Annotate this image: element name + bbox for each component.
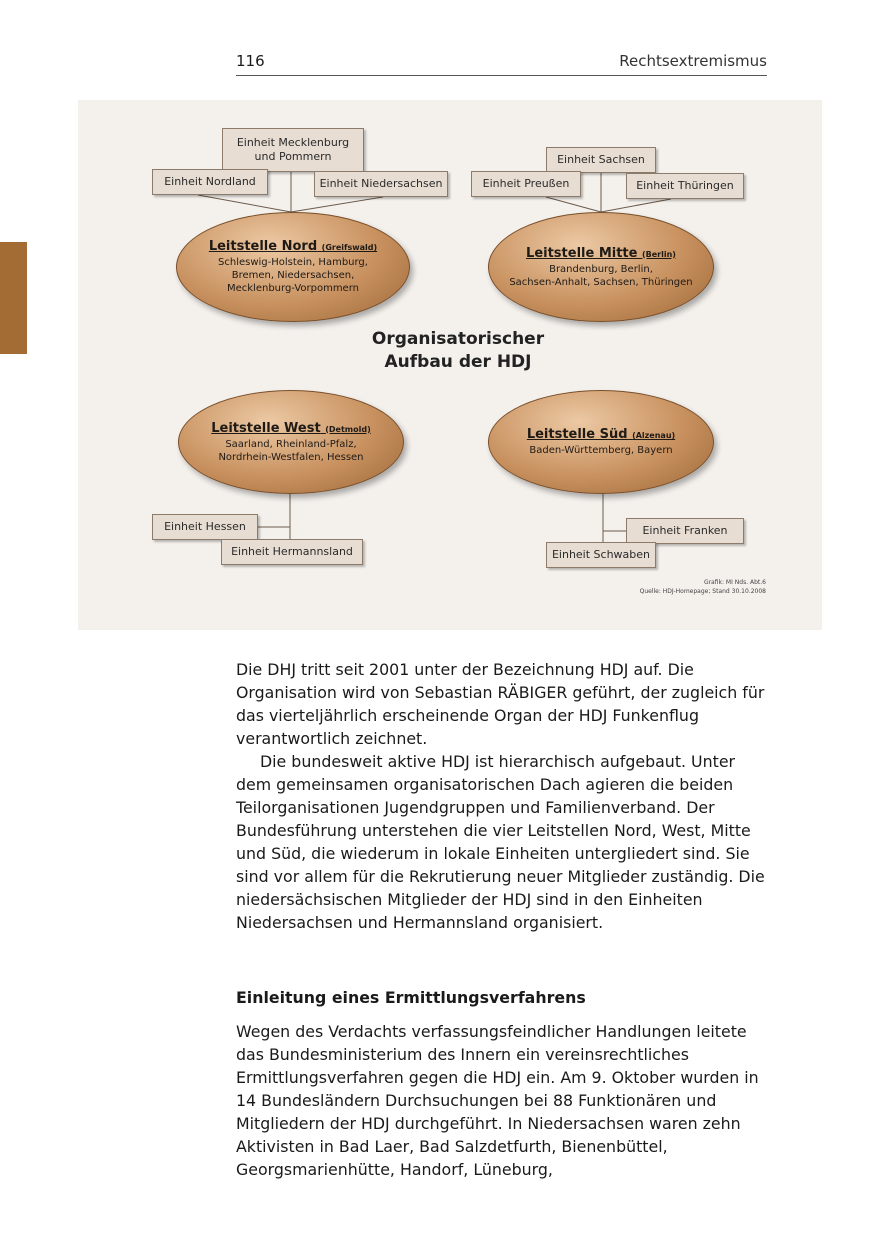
unit-mecklenburg-pommern: Einheit Mecklenburg und Pommern — [222, 128, 364, 172]
leitstelle-sued-location: (Alzenau) — [632, 431, 676, 440]
paragraph-2: Die bundesweit aktive HDJ ist hierarchisch aufgebaut. Unter dem gemeinsamen organisatorischen Dach agieren die beiden Teilorganisationen Jugendgruppen und Familienverband. Der Bundesführung unterstehen die vier Leitstellen Nord, West, Mitte und Süd, die wiederum in lokale Einheiten untergliedert sind. Sie sind vor allem für die Rekrutierung neuer Mitglieder zuständig. Die niedersächsischen Mitglieder der HDJ sind in den Einheiten Niedersachsen und Hermannsland organisiert. — [236, 752, 765, 932]
unit-franken: Einheit Franken — [626, 518, 744, 544]
leitstelle-west-name: Leitstelle West — [211, 420, 321, 436]
paragraph-1: Die DHJ tritt seit 2001 unter der Bezeichnung HDJ auf. Die Organisation wird von Sebastian RÄBIGER geführt, der zugleich für das vierteljährlich erscheinende Organ der HDJ Funkenflug verantwortlich zeichnet. — [236, 660, 765, 748]
leitstelle-sued-regions: Baden-Württemberg, Bayern — [529, 445, 673, 456]
connector-line — [601, 199, 671, 212]
leitstelle-nord-location: (Greifswald) — [321, 243, 378, 252]
page-number: 116 — [236, 52, 265, 70]
unit-niedersachsen: Einheit Niedersachsen — [314, 171, 448, 197]
leitstelle-nord-regions: Schleswig-Holstein, Hamburg, Bremen, Niedersachsen, Mecklenburg-Vorpommern — [218, 257, 368, 294]
unit-hermannsland: Einheit Hermannsland — [221, 539, 363, 565]
unit-preussen: Einheit Preußen — [471, 171, 581, 197]
leitstelle-sued-name: Leitstelle Süd — [526, 427, 628, 442]
section-heading: Einleitung eines Ermittlungsverfahrens — [236, 988, 586, 1007]
unit-schwaben: Einheit Schwaben — [546, 542, 656, 568]
connector-line — [291, 197, 383, 212]
leitstelle-mitte-regions: Brandenburg, Berlin, Sachsen-Anhalt, Sachsen, Thüringen — [509, 263, 693, 288]
leitstelle-nord-name: Leitstelle Nord — [208, 239, 318, 254]
running-title: Rechtsextremismus — [619, 52, 767, 70]
chart-title: Organisatorischer Aufbau der HDJ — [371, 329, 545, 372]
chapter-tab-marker — [0, 242, 27, 354]
leitstelle-west — [178, 390, 404, 494]
header-rule — [236, 75, 767, 76]
figure-credit: Grafik: MI Nds. Abt.6 Quelle: HDJ-Homepage; Stand 30.10.2008 — [639, 579, 766, 595]
leitstelle-west-regions: Saarland, Rheinland-Pfalz, Nordrhein-Westfalen, Hessen — [218, 438, 364, 463]
connector-line — [198, 195, 291, 212]
paragraph-3: Wegen des Verdachts verfassungsfeindlicher Handlungen leitete das Bundesministerium des Innern ein vereinsrechtliches Ermittlungsverfahren gegen die HDJ ein. Am 9. Oktober wurden in 14 Bundesländern Durchsuchungen bei 88 Funktionären und Mitgliedern der HDJ durchgeführt. In Niedersachsen waren zehn Aktivisten in Bad Laer, Bad Salzdetfurth, Bienenbüttel, Georgsmarienhütte, Handorf, Lüneburg, — [236, 1022, 759, 1179]
leitstelle-mitte-name: Leitstelle Mitte — [526, 245, 638, 261]
leitstelle-sued — [488, 390, 714, 494]
leitstelle-mitte-location: (Berlin) — [642, 249, 676, 259]
unit-hessen: Einheit Hessen — [152, 514, 258, 540]
unit-sachsen: Einheit Sachsen — [546, 147, 656, 173]
unit-nordland: Einheit Nordland — [152, 169, 268, 195]
leitstelle-nord — [176, 212, 410, 322]
org-chart-figure — [78, 100, 822, 630]
connector-line — [546, 197, 601, 212]
unit-thueringen: Einheit Thüringen — [626, 173, 744, 199]
leitstelle-mitte — [488, 212, 714, 322]
leitstelle-west-location: (Detmold) — [325, 424, 371, 434]
